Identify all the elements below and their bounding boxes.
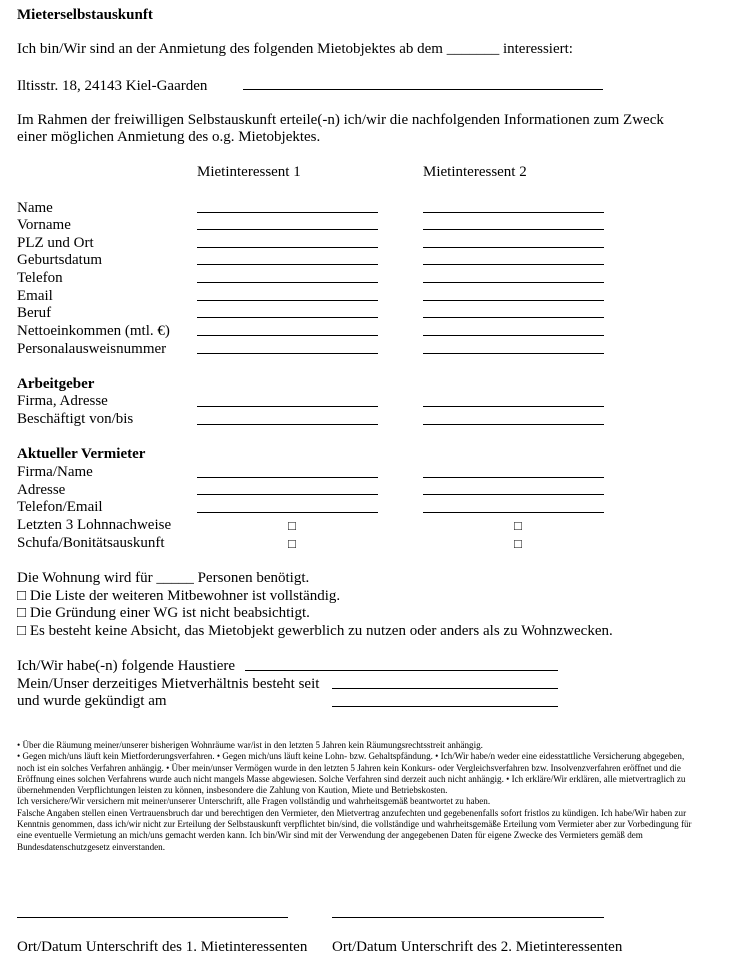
- statement-text: Die Liste der weiteren Mitbewohner ist vollständig.: [29, 588, 341, 604]
- property-address: Iltisstr. 18, 24143 Kiel-Gaarden: [17, 78, 208, 94]
- column-header-applicant-1: Mietinteressent 1: [197, 164, 301, 180]
- checkbox-pay-slips-applicant-1[interactable]: □: [288, 518, 296, 533]
- input-line-applicant-1[interactable]: [197, 212, 378, 213]
- persons-line: [17, 570, 309, 587]
- page-title: Mieterselbstauskunft: [17, 7, 153, 23]
- field-label: Name: [17, 200, 53, 216]
- pets-label: Ich/Wir habe(-n) folgende Haustiere: [17, 658, 236, 674]
- checkbox-schufa-applicant-1[interactable]: □: [288, 536, 296, 551]
- input-line-applicant-2[interactable]: [423, 247, 604, 248]
- address-line: [243, 89, 603, 90]
- fine-print-paragraph: • Gegen mich/uns läuft kein Mietforderungsverfahren. • Gegen mich/uns läuft keine Lohn- bzw. Gehaltspfändung. • Ich/Wir habe/n weder eine eidesstattliche Versicherung abgegeben, noch ist ein solches Verfahren anhängig. • Über mein/unser Vermögen wurde in den letzten 5 Jahren kein Konkurs- oder Vergleichsverfahren bzw. Insolvenzverfahren eröffnet und die Eröffnung eines solchen Verfahrens wurde auch nicht mangels Masse abgewiesen. Solche Verfahren sind derzeit auch nicht anhängig. • Ich erkläre/Wir erklären, alle mietvertraglich zu übernehmenden Verpflichtungen leisten zu können, insbesondere die Zahlung von Kaution, Miete und Betriebskosten.: [17, 751, 686, 796]
- statement-item: [17, 623, 613, 640]
- field-label: Letzten 3 Lohnnachweise: [17, 517, 172, 533]
- tenancy-since-input-line[interactable]: [332, 688, 558, 689]
- input-line-applicant-2[interactable]: [423, 512, 604, 513]
- input-line-applicant-2[interactable]: [423, 477, 604, 478]
- field-label: Vorname: [17, 217, 71, 233]
- input-line-applicant-1[interactable]: [197, 264, 378, 265]
- input-line-applicant-2[interactable]: [423, 494, 604, 495]
- consent-text-line-1: Im Rahmen der freiwilligen Selbstauskunft erteile(-n) ich/wir die nachfolgenden Informationen zum Zweck: [17, 112, 664, 128]
- signature-line-applicant-1[interactable]: [17, 917, 288, 918]
- checkbox-pay-slips-applicant-2[interactable]: □: [514, 518, 522, 533]
- signature-label-applicant-1: Ort/Datum Unterschrift des 1. Mietinteressenten: [17, 939, 308, 955]
- input-line-applicant-1[interactable]: [197, 406, 378, 407]
- pets-input-line[interactable]: [245, 670, 558, 671]
- input-line-applicant-1[interactable]: [197, 335, 378, 336]
- persons-prefix: Die Wohnung wird für: [17, 570, 153, 586]
- input-line-applicant-1[interactable]: [197, 494, 378, 495]
- input-line-applicant-2[interactable]: [423, 282, 604, 283]
- input-line-applicant-2[interactable]: [423, 353, 604, 354]
- start-date-field[interactable]: _______: [446, 41, 500, 57]
- statement-item: [17, 605, 310, 622]
- fine-print-paragraph: • Über die Räumung meiner/unserer bisherigen Wohnräume war/ist in den letzten 5 Jahren kein Räumungsrechtsstreit anhängig.: [17, 740, 483, 750]
- input-line-applicant-2[interactable]: [423, 229, 604, 230]
- input-line-applicant-2[interactable]: [423, 264, 604, 265]
- field-label: Schufa/Bonitätsauskunft: [17, 535, 165, 551]
- field-label: Personalausweisnummer: [17, 341, 167, 357]
- fine-print-paragraph: Falsche Angaben stellen einen Vertrauensbruch dar und berechtigen den Vermieter, den Mietvertrag anzufechten und gegebenenfalls sofort fristlos zu kündigen. Ich habe/Wir haben zur Kenntnis genommen, dass ich/wir nicht zur Erteilung der Selbstauskunft verpflichtet bin/sind, die vollständige und wahrheitsgemäße Erteilung vom Vermieter aber zur Vorbedingung für eine eventuelle Vermietung an mich/uns gemacht werden kann. Ich bin/Wir sind mit der Verwendung der angegebenen Daten für eigene Zwecke des Vermieters gemäß dem Bundesdatenschutzgesetz einverstanden.: [17, 807, 692, 852]
- persons-count-field[interactable]: _____: [156, 570, 194, 586]
- statement-checkbox[interactable]: □: [17, 623, 27, 639]
- input-line-applicant-2[interactable]: [423, 335, 604, 336]
- employer-heading: Arbeitgeber: [17, 376, 95, 392]
- input-line-applicant-2[interactable]: [423, 212, 604, 213]
- input-line-applicant-1[interactable]: [197, 353, 378, 354]
- input-line-applicant-2[interactable]: [423, 406, 604, 407]
- input-line-applicant-2[interactable]: [423, 317, 604, 318]
- input-line-applicant-1[interactable]: [197, 229, 378, 230]
- persons-suffix: Personen benötigt.: [197, 570, 310, 586]
- consent-text-line-2: einer möglichen Anmietung des o.g. Mietobjektes.: [17, 129, 321, 145]
- intro-suffix: interessiert:: [502, 41, 573, 57]
- intro-line: [17, 41, 573, 58]
- statement-text: Die Gründung einer WG ist nicht beabsichtigt.: [29, 605, 310, 621]
- checkbox-schufa-applicant-2[interactable]: □: [514, 536, 522, 551]
- field-label: Beschäftigt von/bis: [17, 411, 134, 427]
- statement-text: Es besteht keine Absicht, das Mietobjekt gewerblich zu nutzen oder anders als zu Wohnzwecken.: [29, 623, 613, 639]
- fine-print: [17, 740, 697, 853]
- statement-item: [17, 588, 340, 605]
- input-line-applicant-1[interactable]: [197, 424, 378, 425]
- input-line-applicant-2[interactable]: [423, 300, 604, 301]
- field-label: Email: [17, 288, 53, 304]
- field-label: Adresse: [17, 482, 66, 498]
- fine-print-paragraph: Ich versichere/Wir versichern mit meiner/unserer Unterschrift, alle Fragen vollständig und wahrheitsgemäß beantwortet zu haben.: [17, 796, 491, 807]
- statement-checkbox[interactable]: □: [17, 588, 27, 604]
- input-line-applicant-2[interactable]: [423, 424, 604, 425]
- field-label: PLZ und Ort: [17, 235, 94, 251]
- statement-checkbox[interactable]: □: [17, 605, 27, 621]
- terminated-input-line[interactable]: [332, 706, 558, 707]
- landlord-heading: Aktueller Vermieter: [17, 446, 146, 462]
- intro-prefix: Ich bin/Wir sind an der Anmietung des folgenden Mietobjektes ab dem: [17, 41, 443, 57]
- input-line-applicant-1[interactable]: [197, 317, 378, 318]
- tenancy-since-label: Mein/Unser derzeitiges Mietverhältnis besteht seit: [17, 676, 320, 692]
- input-line-applicant-1[interactable]: [197, 247, 378, 248]
- field-label: Firma/Name: [17, 464, 93, 480]
- input-line-applicant-1[interactable]: [197, 300, 378, 301]
- input-line-applicant-1[interactable]: [197, 512, 378, 513]
- field-label: Beruf: [17, 305, 52, 321]
- field-label: Geburtsdatum: [17, 252, 102, 268]
- input-line-applicant-1[interactable]: [197, 282, 378, 283]
- field-label: Firma, Adresse: [17, 393, 108, 409]
- signature-line-applicant-2[interactable]: [332, 917, 604, 918]
- field-label: Telefon/Email: [17, 499, 103, 515]
- column-header-applicant-2: Mietinteressent 2: [423, 164, 527, 180]
- terminated-label: und wurde gekündigt am: [17, 693, 167, 709]
- input-line-applicant-1[interactable]: [197, 477, 378, 478]
- signature-label-applicant-2: Ort/Datum Unterschrift des 2. Mietinteressenten: [332, 939, 623, 955]
- field-label: Nettoeinkommen (mtl. €): [17, 323, 170, 339]
- field-label: Telefon: [17, 270, 63, 286]
